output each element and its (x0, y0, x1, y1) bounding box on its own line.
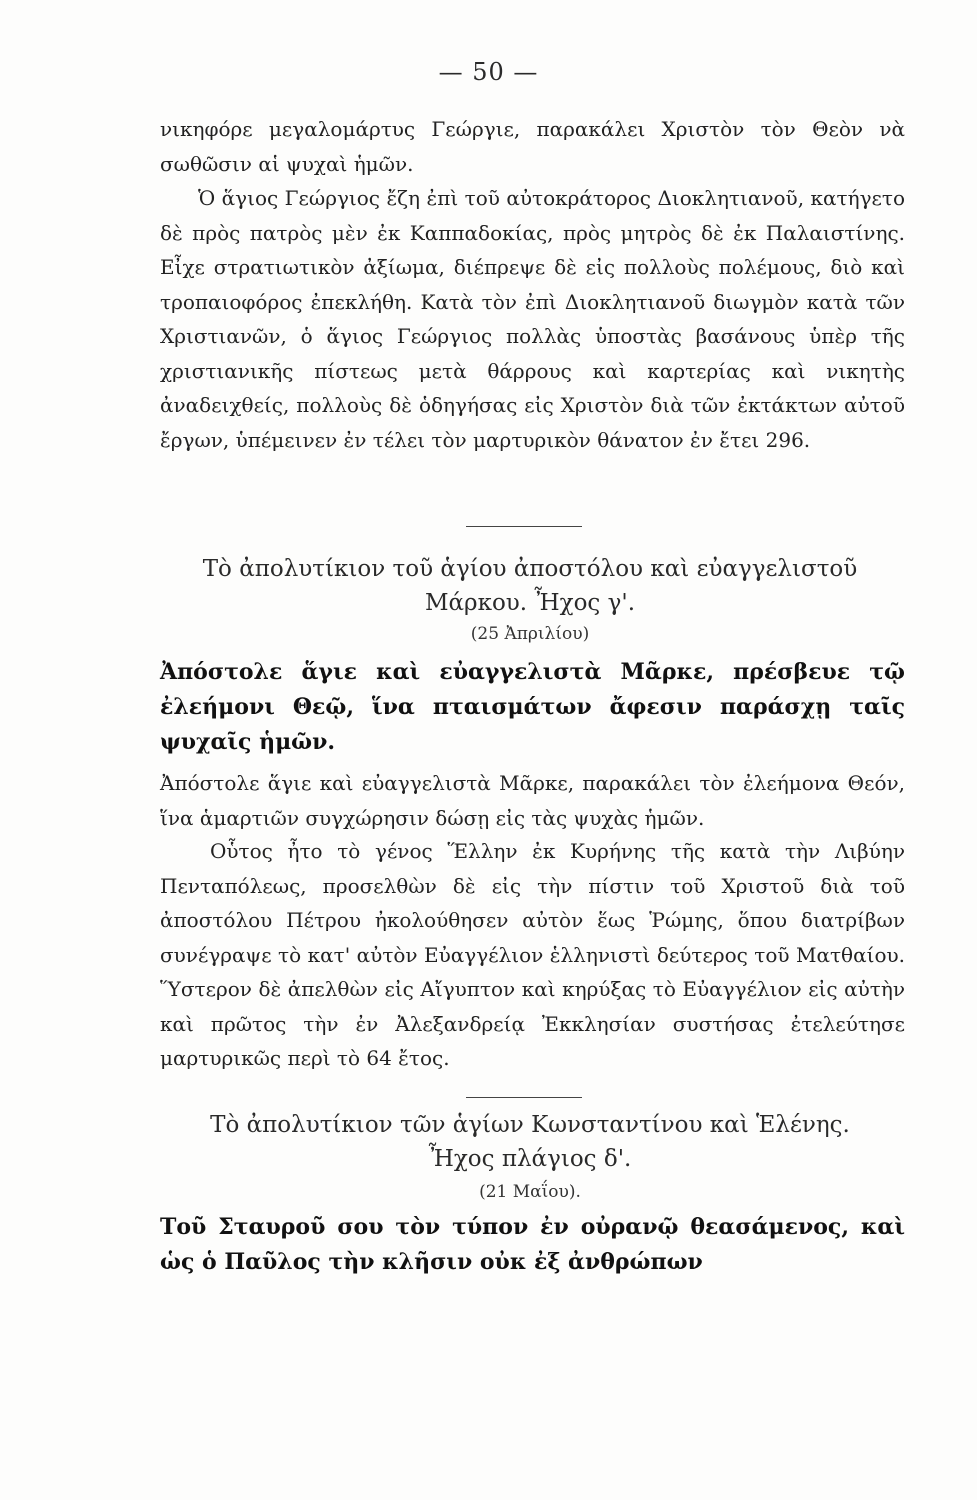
constantine-helen-apolytikion-heading (150, 1108, 910, 1176)
page-number: — 50 — (438, 58, 539, 86)
heading-line: Τὸ ἀπολυτίκιον τῶν ἁγίων Κωνσταντίνου καὶ Ἑλένης. (210, 1112, 850, 1138)
heading-line: Μάρκου. Ἦχος γ'. (424, 590, 636, 616)
mark-hymn-translation: Ἀπόστολε ἅγιε καὶ εὐαγγελιστὰ Μᾶρκε, παρακάλει τὸν ἐλεήμονα Θεόν, ἵνα ἁμαρτιῶν συγχώρησιν δώσῃ εἰς τὰς ψυχὰς ἡμῶν. (160, 771, 905, 830)
mark-apolytikion-heading (150, 552, 910, 620)
heading-line: Τὸ ἀπολυτίκιον τοῦ ἁγίου ἀποστόλου καὶ εὐαγγελιστοῦ (202, 556, 858, 582)
feast-date: (21 Μαΐου). (479, 1182, 581, 1202)
section-divider (466, 1097, 582, 1098)
mark-hymn-text: Ἀπόστολε ἅγιε καὶ εὐαγγελιστὰ Μᾶρκε, πρέσβευε τῷ ἐλεήμονι Θεῷ, ἵνα πταισμάτων ἄφεσιν παράσχῃ ταῖς ψυχαῖς ἡμῶν. (160, 659, 905, 755)
hymn-ending-paragraph: νικηφόρε μεγαλομάρτυς Γεώργιε, παρακάλει Χριστὸν τὸν Θεὸν νὰ σωθῶσιν αἱ ψυχαὶ ἡμῶν. (160, 117, 905, 176)
heading-line: Ἦχος πλάγιος δ'. (428, 1146, 632, 1172)
feast-date: (25 Ἀπριλίου) (470, 624, 590, 644)
saint-george-section (160, 112, 905, 457)
constantine-helen-hymn-text: Τοῦ Σταυροῦ σου τὸν τύπον ἐν οὐρανῷ θεασάμενος, καὶ ὡς ὁ Παῦλος τὴν κλῆσιν οὐκ ἐξ ἀνθρώπων (160, 1214, 905, 1275)
saint-george-biography: Ὁ ἅγιος Γεώργιος ἔζη ἐπὶ τοῦ αὐτοκράτορος Διοκλητιανοῦ, κατήγετο δὲ πρὸς πατρὸς μὲν ἐκ Καππαδοκίας, πρὸς μητρὸς δὲ ἐκ Παλαιστίνης. Εἶχε στρατιωτικὸν ἀξίωμα, διέπρεψε δὲ εἰς πολλοὺς πολέμους, διὸ καὶ τροπαιοφόρος ἐπεκλήθη. Κατὰ τὸν ἐπὶ Διοκλητιανοῦ διωγμὸν κατὰ τῶν Χριστιανῶν, ὁ ἅγιος Γεώργιος πολλὰς ὑποστὰς βασάνους ὑπὲρ τῆς χριστιανικῆς πίστεως μετὰ θάρρους καὶ καρτερίας καὶ νικητὴς ἀναδειχθείς, πολλοὺς δὲ ὁδηγήσας εἰς Χριστὸν διὰ τῶν ἐκτάκτων αὐτοῦ ἔργων, ὑπέμεινεν ἐν τέλει τὸν μαρτυρικὸν θάνατον ἐν ἔτει 296. (160, 186, 905, 452)
saint-mark-biography: Οὗτος ἦτο τὸ γένος Ἕλλην ἐκ Κυρήνης τῆς κατὰ τὴν Λιβύην Πενταπόλεως, προσελθὼν δὲ εἰς τὴν πίστιν τοῦ Χριστοῦ διὰ τοῦ ἀποστόλου Πέτρου ἠκολούθησεν αὐτὸν ἕως Ῥώμης, ὅπου διατρίβων συνέγραψε τὸ κατ' αὐτὸν Εὐαγγέλιον ἑλληνιστὶ δεύτερος τοῦ Ματθαίου. Ὕστερον δὲ ἀπελθὼν εἰς Αἴγυπτον καὶ κηρύξας τὸ Εὐαγγέλιον εἰς αὐτὴν καὶ πρῶτος τὴν ἐν Ἀλεξανδρείᾳ Ἐκκλησίαν συστήσας ἐτελεύτησε μαρτυρικῶς περὶ τὸ 64 ἔτος. (160, 839, 905, 1070)
section-divider (466, 526, 582, 527)
